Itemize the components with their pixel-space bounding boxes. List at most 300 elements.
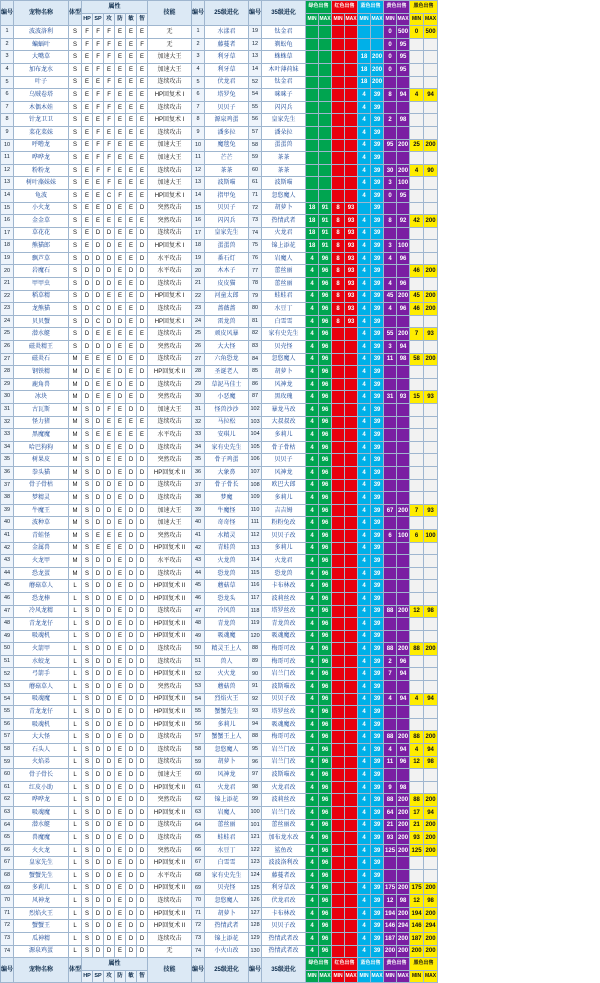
body-size: M [69,391,82,404]
pet-name: 树叶藻妹妹 [14,177,69,190]
attr-智: D [137,391,148,404]
attr-智: D [137,315,148,328]
row-index: 52 [1,668,14,681]
price-min: 4 [306,869,319,882]
evo-index: 59 [192,756,205,769]
attr-SP: D [93,857,104,870]
price-min: 88 [384,731,397,744]
row-index: 72 [1,920,14,933]
price-min [332,416,345,429]
price-max [345,731,358,744]
price-max: 39 [371,315,384,328]
evo-index-2: 105 [249,441,262,454]
price-min: 4 [306,542,319,555]
table-row [1,227,438,240]
body-size: L [69,592,82,605]
attr-攻: E [104,391,115,404]
price-min [384,857,397,870]
evo-35-name: 贝贝子 [262,454,306,467]
evo-index: 29 [192,378,205,391]
row-index: 47 [1,605,14,618]
evo-index: 74 [192,945,205,958]
price-min: 4 [306,945,319,958]
price-min [332,832,345,845]
price-min [384,517,397,530]
evo-35-name: 茶茶 [262,152,306,165]
attr-SP: F [93,38,104,51]
price-min: 46 [410,303,424,316]
evo-index-2: 58 [249,139,262,152]
price-max [424,681,438,694]
attr-攻: D [104,668,115,681]
evo-25-name: 忽悠魔人 [205,744,249,757]
price-max [345,832,358,845]
attr-HP: E [82,240,93,253]
skill-name: HP回复术 II [148,366,192,379]
price-min: 8 [332,227,345,240]
attr-防: E [115,718,126,731]
evo-25-name: 梦魔 [205,492,249,505]
price-min [332,189,345,202]
table-row [1,101,438,114]
pet-name: 多莉儿 [14,882,69,895]
evo-35-name: 梅哥可改 [262,643,306,656]
skill-name: 突然攻击 [148,454,192,467]
table-row [1,466,438,479]
attr-攻: D [104,932,115,945]
price-min: 4 [306,832,319,845]
price-max [424,580,438,593]
evo-index-2: 85 [249,366,262,379]
attr-SP: C [93,315,104,328]
price-max: 96 [319,869,332,882]
attr-敏: E [126,164,137,177]
price-min: 0 [384,51,397,64]
price-min [410,101,424,114]
evo-25-name: 六角恐龙 [205,353,249,366]
price-max: 96 [319,756,332,769]
pet-name: 鹿角兽 [14,378,69,391]
evo-25-name: 兽人 [205,655,249,668]
price-min [332,882,345,895]
evo-index: 54 [192,693,205,706]
price-min: 4 [358,429,371,442]
evo-index-2: 108 [249,479,262,492]
price-min: 8 [332,303,345,316]
attr-智: E [137,126,148,139]
price-min [332,781,345,794]
body-size: L [69,643,82,656]
price-max: 95 [397,63,410,76]
attr-SP: D [93,466,104,479]
evo-index: 35 [192,454,205,467]
skill-name: HP回复术 I [148,290,192,303]
body-size: S [69,252,82,265]
price-max [345,391,358,404]
table-row [1,391,438,404]
attr-防: E [115,945,126,958]
attr-HP: E [82,51,93,64]
row-index: 8 [1,114,14,127]
price-min [410,857,424,870]
price-min: 8 [384,89,397,102]
attr-防: E [115,26,126,39]
pet-name: 蘑菇草人 [14,681,69,694]
row-index: 7 [1,101,14,114]
attr-攻: D [104,718,115,731]
price-min [410,869,424,882]
pet-name: 蟹蟹王 [14,920,69,933]
evo-index: 18 [192,240,205,253]
body-size: M [69,366,82,379]
price-min [332,693,345,706]
evo-index-2: 55 [249,101,262,114]
pet-name: 怪力猪 [14,416,69,429]
evo-25-name: 小恶魔 [205,391,249,404]
table-row [1,215,438,228]
price-max [371,38,384,51]
evo-index: 26 [192,341,205,354]
price-min [384,126,397,139]
skill-name: HP回复术 II [148,693,192,706]
evo-index: 13 [192,177,205,190]
attr-防: E [115,466,126,479]
evo-index: 42 [192,542,205,555]
price-max: 93 [424,504,438,517]
price-min [410,278,424,291]
price-max: 39 [371,945,384,958]
body-size: L [69,882,82,895]
skill-name: 加速大王 [148,139,192,152]
evo-index: 39 [192,504,205,517]
attr-防: E [115,907,126,920]
price-min: 12 [410,605,424,618]
skill-name: 连续攻击 [148,567,192,580]
skill-name: 加速大王 [148,51,192,64]
price-min: 0 [384,63,397,76]
price-max: 94 [424,744,438,757]
pet-name: 菜花菜妹 [14,126,69,139]
price-max: 39 [371,555,384,568]
price-min: 3 [384,177,397,190]
attr-HP: S [82,681,93,694]
evo-35-name: 多莉儿 [262,429,306,442]
price-min [332,869,345,882]
attr-防: E [115,643,126,656]
evo-index: 66 [192,844,205,857]
price-max [397,555,410,568]
price-min: 4 [358,290,371,303]
attr-攻: E [104,454,115,467]
attr-防: E [115,706,126,719]
skill-name: 加速大王 [148,63,192,76]
table-row [1,555,438,568]
price-min [410,618,424,631]
row-index: 6 [1,89,14,102]
skill-name: HP回复术 II [148,618,192,631]
price-min [332,454,345,467]
price-max: 39 [371,832,384,845]
attr-智: E [137,189,148,202]
evo-index-2: 116 [249,580,262,593]
attr-SP: D [93,693,104,706]
price-min: 4 [306,882,319,895]
attr-智: D [137,466,148,479]
row-index: 57 [1,731,14,744]
row-index: 46 [1,592,14,605]
row-index: 48 [1,618,14,631]
attr-智: D [137,567,148,580]
table-row [1,731,438,744]
skill-name: 连续攻击 [148,101,192,114]
price-max [424,542,438,555]
evo-25-name: 安琪儿 [205,429,249,442]
price-max: 96 [319,441,332,454]
attr-攻: E [104,63,115,76]
price-min: 12 [410,895,424,908]
price-min: 4 [410,164,424,177]
price-max: 96 [319,794,332,807]
price-min: 4 [410,693,424,706]
attr-防: E [115,303,126,316]
evo-25-name: 草泥马佳士 [205,378,249,391]
attr-敏: E [126,416,137,429]
evo-index-2: 128 [249,920,262,933]
skill-name: 水平攻击 [148,869,192,882]
price-max [424,668,438,681]
price-max: 96 [319,819,332,832]
pet-name: 恐龙棒 [14,592,69,605]
evo-25-name: 闪闪兵 [205,215,249,228]
pet-name: 水蛟龙 [14,655,69,668]
attr-敏: D [126,731,137,744]
attr-智: E [137,139,148,152]
price-max [397,492,410,505]
attr-HP: D [82,341,93,354]
price-max: 100 [397,177,410,190]
row-index: 32 [1,416,14,429]
evo-index-2: 104 [249,429,262,442]
price-max [345,177,358,190]
price-min: 15 [410,391,424,404]
col-band-yellow: 黑色出售 [410,1,438,14]
price-min: 4 [358,441,371,454]
attr-敏: D [126,781,137,794]
attr-HP: E [82,63,93,76]
price-min: 4 [306,529,319,542]
attr-防: F [115,189,126,202]
price-max: 96 [319,643,332,656]
attr-SP: F [93,26,104,39]
attr-SP: D [93,945,104,958]
price-min: 4 [306,404,319,417]
price-max [424,517,438,530]
attr-防: E [115,139,126,152]
price-max: 96 [319,391,332,404]
evo-index-2: 71 [249,189,262,202]
price-min: 4 [358,303,371,316]
attr-智: D [137,832,148,845]
price-min: 4 [358,139,371,152]
evo-index: 14 [192,189,205,202]
attr-防: E [115,630,126,643]
price-min: 4 [306,744,319,757]
price-min: 4 [358,567,371,580]
skill-name: 连续攻击 [148,227,192,240]
price-min [384,366,397,379]
price-min: 4 [358,832,371,845]
price-max: 96 [319,920,332,933]
pet-name: 树果皮 [14,454,69,467]
body-size: S [69,278,82,291]
attr-SP: C [93,303,104,316]
price-min [384,718,397,731]
price-min: 67 [384,504,397,517]
attr-HP: S [82,416,93,429]
price-max: 96 [319,895,332,908]
attr-HP: S [82,517,93,530]
price-max: 93 [397,391,410,404]
attr-HP: E [82,76,93,89]
attr-攻: D [104,315,115,328]
attr-HP: S [82,869,93,882]
price-max: 39 [371,605,384,618]
skill-name: HP回复术 II [148,580,192,593]
evo-35-name: 热情武者改 [262,945,306,958]
price-max: 200 [397,844,410,857]
price-max: 95 [397,189,410,202]
attr-敏: D [126,492,137,505]
evo-index: 56 [192,718,205,731]
evo-25-name: 胡萝卜 [205,756,249,769]
evo-35-name: 忽悠魔人 [262,353,306,366]
price-max [345,945,358,958]
price-max: 39 [371,807,384,820]
evo-index: 47 [192,605,205,618]
price-max: 93 [345,252,358,265]
skill-name: 连续攻击 [148,832,192,845]
price-max: 39 [371,895,384,908]
evo-index: 45 [192,580,205,593]
evo-35-name: 风神龙 [262,378,306,391]
price-min: 125 [410,844,424,857]
attr-敏: E [126,240,137,253]
price-max [345,706,358,719]
attr-智: D [137,542,148,555]
row-index: 33 [1,429,14,442]
price-min: 88 [410,731,424,744]
evo-25-name: 皮皮猫 [205,278,249,291]
price-min [384,479,397,492]
price-min: 4 [358,869,371,882]
price-min [306,76,319,89]
price-min: 4 [306,366,319,379]
body-size: M [69,441,82,454]
body-size: L [69,857,82,870]
attr-智: D [137,252,148,265]
price-max: 96 [319,668,332,681]
table-row [1,378,438,391]
pet-name: 钢铁精 [14,366,69,379]
price-max: 200 [397,832,410,845]
pet-name: 火焰弟 [14,756,69,769]
attr-SP: F [93,63,104,76]
footer-row-group: 编号 宠物名称 体型 属性 技能 编号 25级进化 编号 35级进化 绿色出售 红色出售 蓝色出售 黄色出售 黑色出售 [1,958,438,971]
pet-name: 稻草精 [14,290,69,303]
attr-智: E [137,177,148,190]
row-index: 38 [1,492,14,505]
evo-index-2: 123 [249,857,262,870]
price-max [345,51,358,64]
price-max: 93 [345,278,358,291]
evo-25-name: 贝贝子 [205,202,249,215]
evo-index: 12 [192,164,205,177]
price-max [345,26,358,39]
skill-name: HP回复术 II [148,920,192,933]
row-index: 41 [1,529,14,542]
skill-name: HP回复术 II [148,668,192,681]
evo-index-2: 59 [249,152,262,165]
evo-35-name: 波莉丝改 [262,794,306,807]
price-max: 96 [319,353,332,366]
price-min: 4 [358,89,371,102]
price-min [306,63,319,76]
evo-index: 48 [192,618,205,631]
price-min: 200 [384,945,397,958]
price-max: 200 [424,731,438,744]
price-min [410,202,424,215]
price-max [345,869,358,882]
price-max: 96 [319,681,332,694]
attr-SP: E [93,215,104,228]
table-row [1,454,438,467]
evo-index: 52 [192,668,205,681]
price-max: 39 [371,303,384,316]
evo-index: 19 [192,252,205,265]
evo-25-name: 蛋蛋兽 [205,240,249,253]
price-max: 93 [424,328,438,341]
pet-name: 哗哗龙 [14,152,69,165]
attr-智: D [137,920,148,933]
price-max: 39 [371,882,384,895]
evo-35-name: 胡萝卜 [262,366,306,379]
price-max: 94 [424,89,438,102]
evo-index-2: 99 [249,794,262,807]
price-min: 4 [358,681,371,694]
price-max [424,655,438,668]
price-max [424,240,438,253]
price-max: 96 [319,466,332,479]
price-max: 96 [319,454,332,467]
evo-25-name: 波斯喵 [205,177,249,190]
price-min [332,353,345,366]
price-max: 93 [345,315,358,328]
table-row [1,605,438,618]
col-index3: 编号 [249,1,262,26]
body-size: L [69,907,82,920]
attr-攻: E [104,366,115,379]
price-min: 4 [358,517,371,530]
price-max [424,466,438,479]
price-max: 39 [371,404,384,417]
pet-name: 火箭甲 [14,643,69,656]
pet-name: 大大怪 [14,731,69,744]
price-min [306,51,319,64]
price-min [332,668,345,681]
table-row [1,114,438,127]
body-size: L [69,945,82,958]
body-size: S [69,26,82,39]
